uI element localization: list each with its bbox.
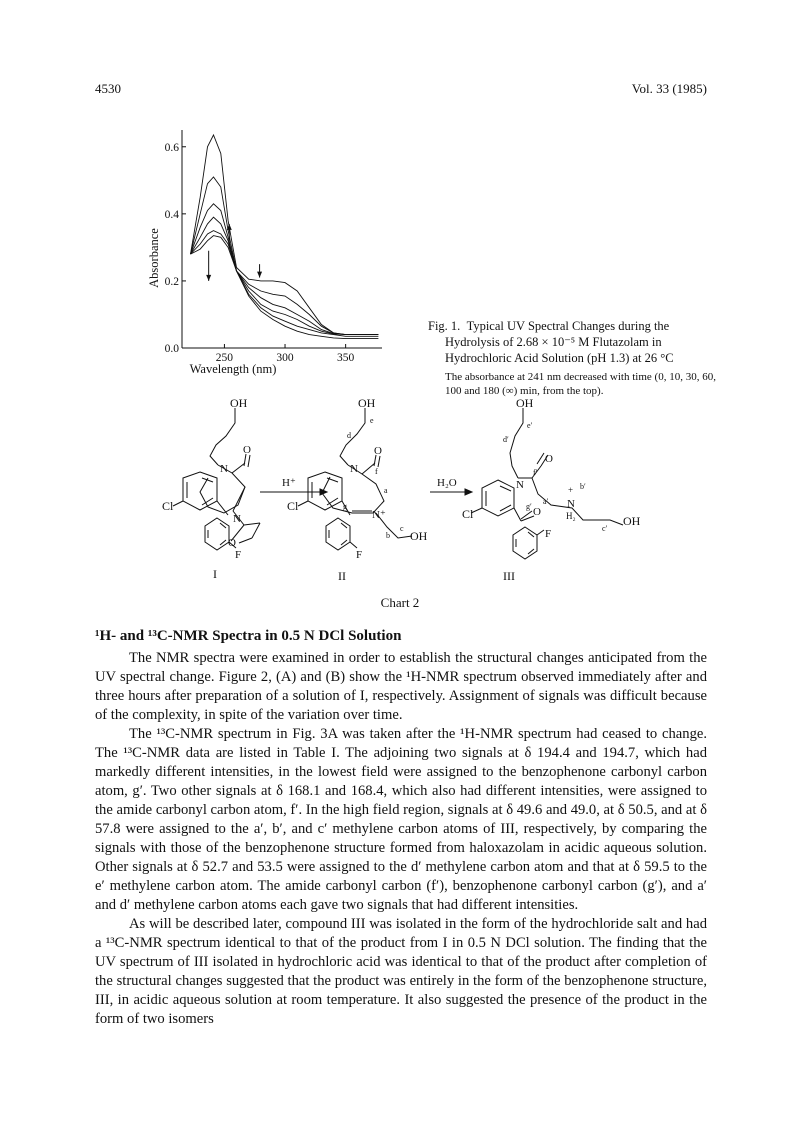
atom-label-b: b xyxy=(386,531,390,540)
atom-label-b-prime: b′ xyxy=(580,482,586,491)
reaction-scheme xyxy=(140,398,660,616)
paragraph-2: The ¹³C-NMR spectrum in Fig. 3A was taken after the ¹H-NMR spectrum had ceased to change. The ¹³C-NMR data are listed in Table I. The adjoining two signals at δ 194.4 and 194.7, which had markedly different intensities, in the lowest field were assigned to the benzophenone carbonyl carbon atom, g′. Two other signals at δ 168.1 and 168.4, which also had different intensities, were assigned to the amide carbonyl carbon atom, f′. In the high field region, signals at δ 49.6 and 49.0, at δ 50.5, and at δ 57.8 were assigned to the a′, b′, and c′ methylene carbon atoms of III, respectively, by comparing the signals with those of the benzophenone structure formed from haloxazolam in acidic aqueous solution. Other signals at δ 52.7 and 53.5 were assigned to the d′ methylene carbon atom and that at δ 59.5 to the e′ methylene carbon atom. The amide carbonyl carbon (f′), benzophenone carbonyl carbon (g′), and a′ and d′ methylene carbon atoms each gave two signals that had different intensities. xyxy=(95,726,707,913)
x-tick-label-0: 250 xyxy=(215,352,234,364)
atom-label-a: a xyxy=(384,486,388,495)
page-number: 4530 xyxy=(95,81,121,96)
atom-label-g: g xyxy=(343,502,347,511)
series-line-0 xyxy=(191,135,379,335)
o-label-iii-2: O xyxy=(533,506,541,518)
annotation-arrow-head-2 xyxy=(257,272,262,278)
figure-title: Typical UV Spectral Changes during the Hydrolysis of 2.68 × 10⁻⁵ M Flutazolam in Hydrochloric Acid Solution (pH 1.3) at 26 °C xyxy=(445,319,674,365)
y-tick-label-1: 0.2 xyxy=(164,275,179,288)
n-label-i-2: N xyxy=(233,513,241,525)
f-label-i: F xyxy=(235,549,242,561)
figure-note: The absorbance at 241 nm decreased with time (0, 10, 30, 60, 100 and 180 (∞) min, from the top). xyxy=(445,371,716,397)
n-label-ii: N xyxy=(350,463,358,475)
figure-caption xyxy=(428,318,718,398)
body-text xyxy=(95,649,707,1029)
oh-label-ii-2: OH xyxy=(410,529,428,543)
x-axis-label: Wavelength (nm) xyxy=(189,362,277,376)
atom-label-d-prime: d′ xyxy=(503,435,509,444)
atom-label-a-prime: a′ xyxy=(543,497,549,506)
y-tick-label-2: 0.4 xyxy=(164,208,179,221)
paragraph-3: As will be described later, compound III was isolated in the form of the hydrochloride salt and had a ¹³C-NMR spectrum identical to that of the product from I in 0.5 N DCl solution. The finding that the UV spectrum of III isolated in hydrochloric acid was identical to that of the product after completion of the structural changes suggested that the product was entirely in the form of the benzophenone structure, III, in acidic aqueous solution at room temperature. It also suggested the presence of the product in the form of two isomers xyxy=(95,916,707,1027)
x-tick-label-2: 350 xyxy=(337,352,355,364)
cl-label-ii: Cl xyxy=(287,499,299,513)
chart-frame xyxy=(182,130,382,348)
y-tick-label-0: 0.0 xyxy=(164,343,179,355)
series-line-4 xyxy=(191,231,379,337)
o-label-i-2: O xyxy=(228,537,236,549)
figure-label: Fig. 1. xyxy=(428,319,461,333)
cl-label-iii: Cl xyxy=(462,507,474,521)
compound-ii-structure xyxy=(298,408,412,550)
atom-label-f-prime: f′ xyxy=(533,468,538,477)
y-axis-label: Absorbance xyxy=(147,228,161,288)
nplus-label-ii: N⁺ xyxy=(372,509,386,521)
o-label-iii-1: O xyxy=(545,453,553,465)
compound-label-ii: II xyxy=(338,569,346,583)
n-label-iii: N xyxy=(516,479,524,491)
series-line-3 xyxy=(191,217,379,334)
h2-label: H₂ xyxy=(566,511,576,521)
uv-spectrum-chart xyxy=(140,118,410,380)
h-plus-label: H⁺ xyxy=(282,477,296,489)
atom-label-e-prime: e′ xyxy=(527,421,533,430)
compound-label-i: I xyxy=(213,567,217,581)
series-line-1 xyxy=(191,177,379,335)
o-label-ii: O xyxy=(374,445,382,457)
series-line-5 xyxy=(191,236,379,339)
series-line-2 xyxy=(191,204,379,335)
scheme-caption: Chart 2 xyxy=(380,595,420,610)
section-title: ¹H- and ¹³C-NMR Spectra in 0.5 N DCl Solution xyxy=(95,628,402,644)
plus-label: + xyxy=(568,485,574,495)
oh-label-i: OH xyxy=(230,398,248,410)
compound-label-iii: III xyxy=(503,569,515,583)
compound-i-structure xyxy=(173,408,260,550)
annotation-arrow-head-0 xyxy=(206,275,211,281)
atom-label-c: c xyxy=(400,524,404,533)
paragraph-1: The NMR spectra were examined in order to establish the structural changes anticipated from the UV spectral change. Figure 2, (A) and (B) show the ¹H-NMR spectrum observed immediately after and three hours after preparation of a solution of I, respectively. Assignment of signals was difficult because of the complexity, in spite of the variation over time. xyxy=(95,650,707,723)
o-label-i-1: O xyxy=(243,444,251,456)
atom-label-g-prime: g′ xyxy=(526,502,532,511)
y-tick-label-3: 0.6 xyxy=(164,141,179,154)
atom-label-f: f xyxy=(375,467,378,476)
journal-volume: Vol. 33 (1985) xyxy=(631,81,707,96)
atom-label-e: e xyxy=(370,416,374,425)
oh-label-iii: OH xyxy=(516,398,534,410)
atom-label-c-prime: c′ xyxy=(602,524,608,533)
atom-label-d: d xyxy=(347,431,351,440)
oh-label-ii: OH xyxy=(358,398,376,410)
oh-label-iii-2: OH xyxy=(623,514,641,528)
scheme-labels xyxy=(162,398,641,583)
f-label-iii: F xyxy=(545,528,552,540)
n-label-i-1: N xyxy=(220,463,228,475)
f-label-ii: F xyxy=(356,549,363,561)
chart-series xyxy=(191,135,379,339)
cl-label-i: Cl xyxy=(162,499,174,513)
h2o-label: H₂O xyxy=(437,477,457,489)
x-tick-label-1: 300 xyxy=(276,352,294,364)
n-label-iii-2: N xyxy=(567,498,575,510)
